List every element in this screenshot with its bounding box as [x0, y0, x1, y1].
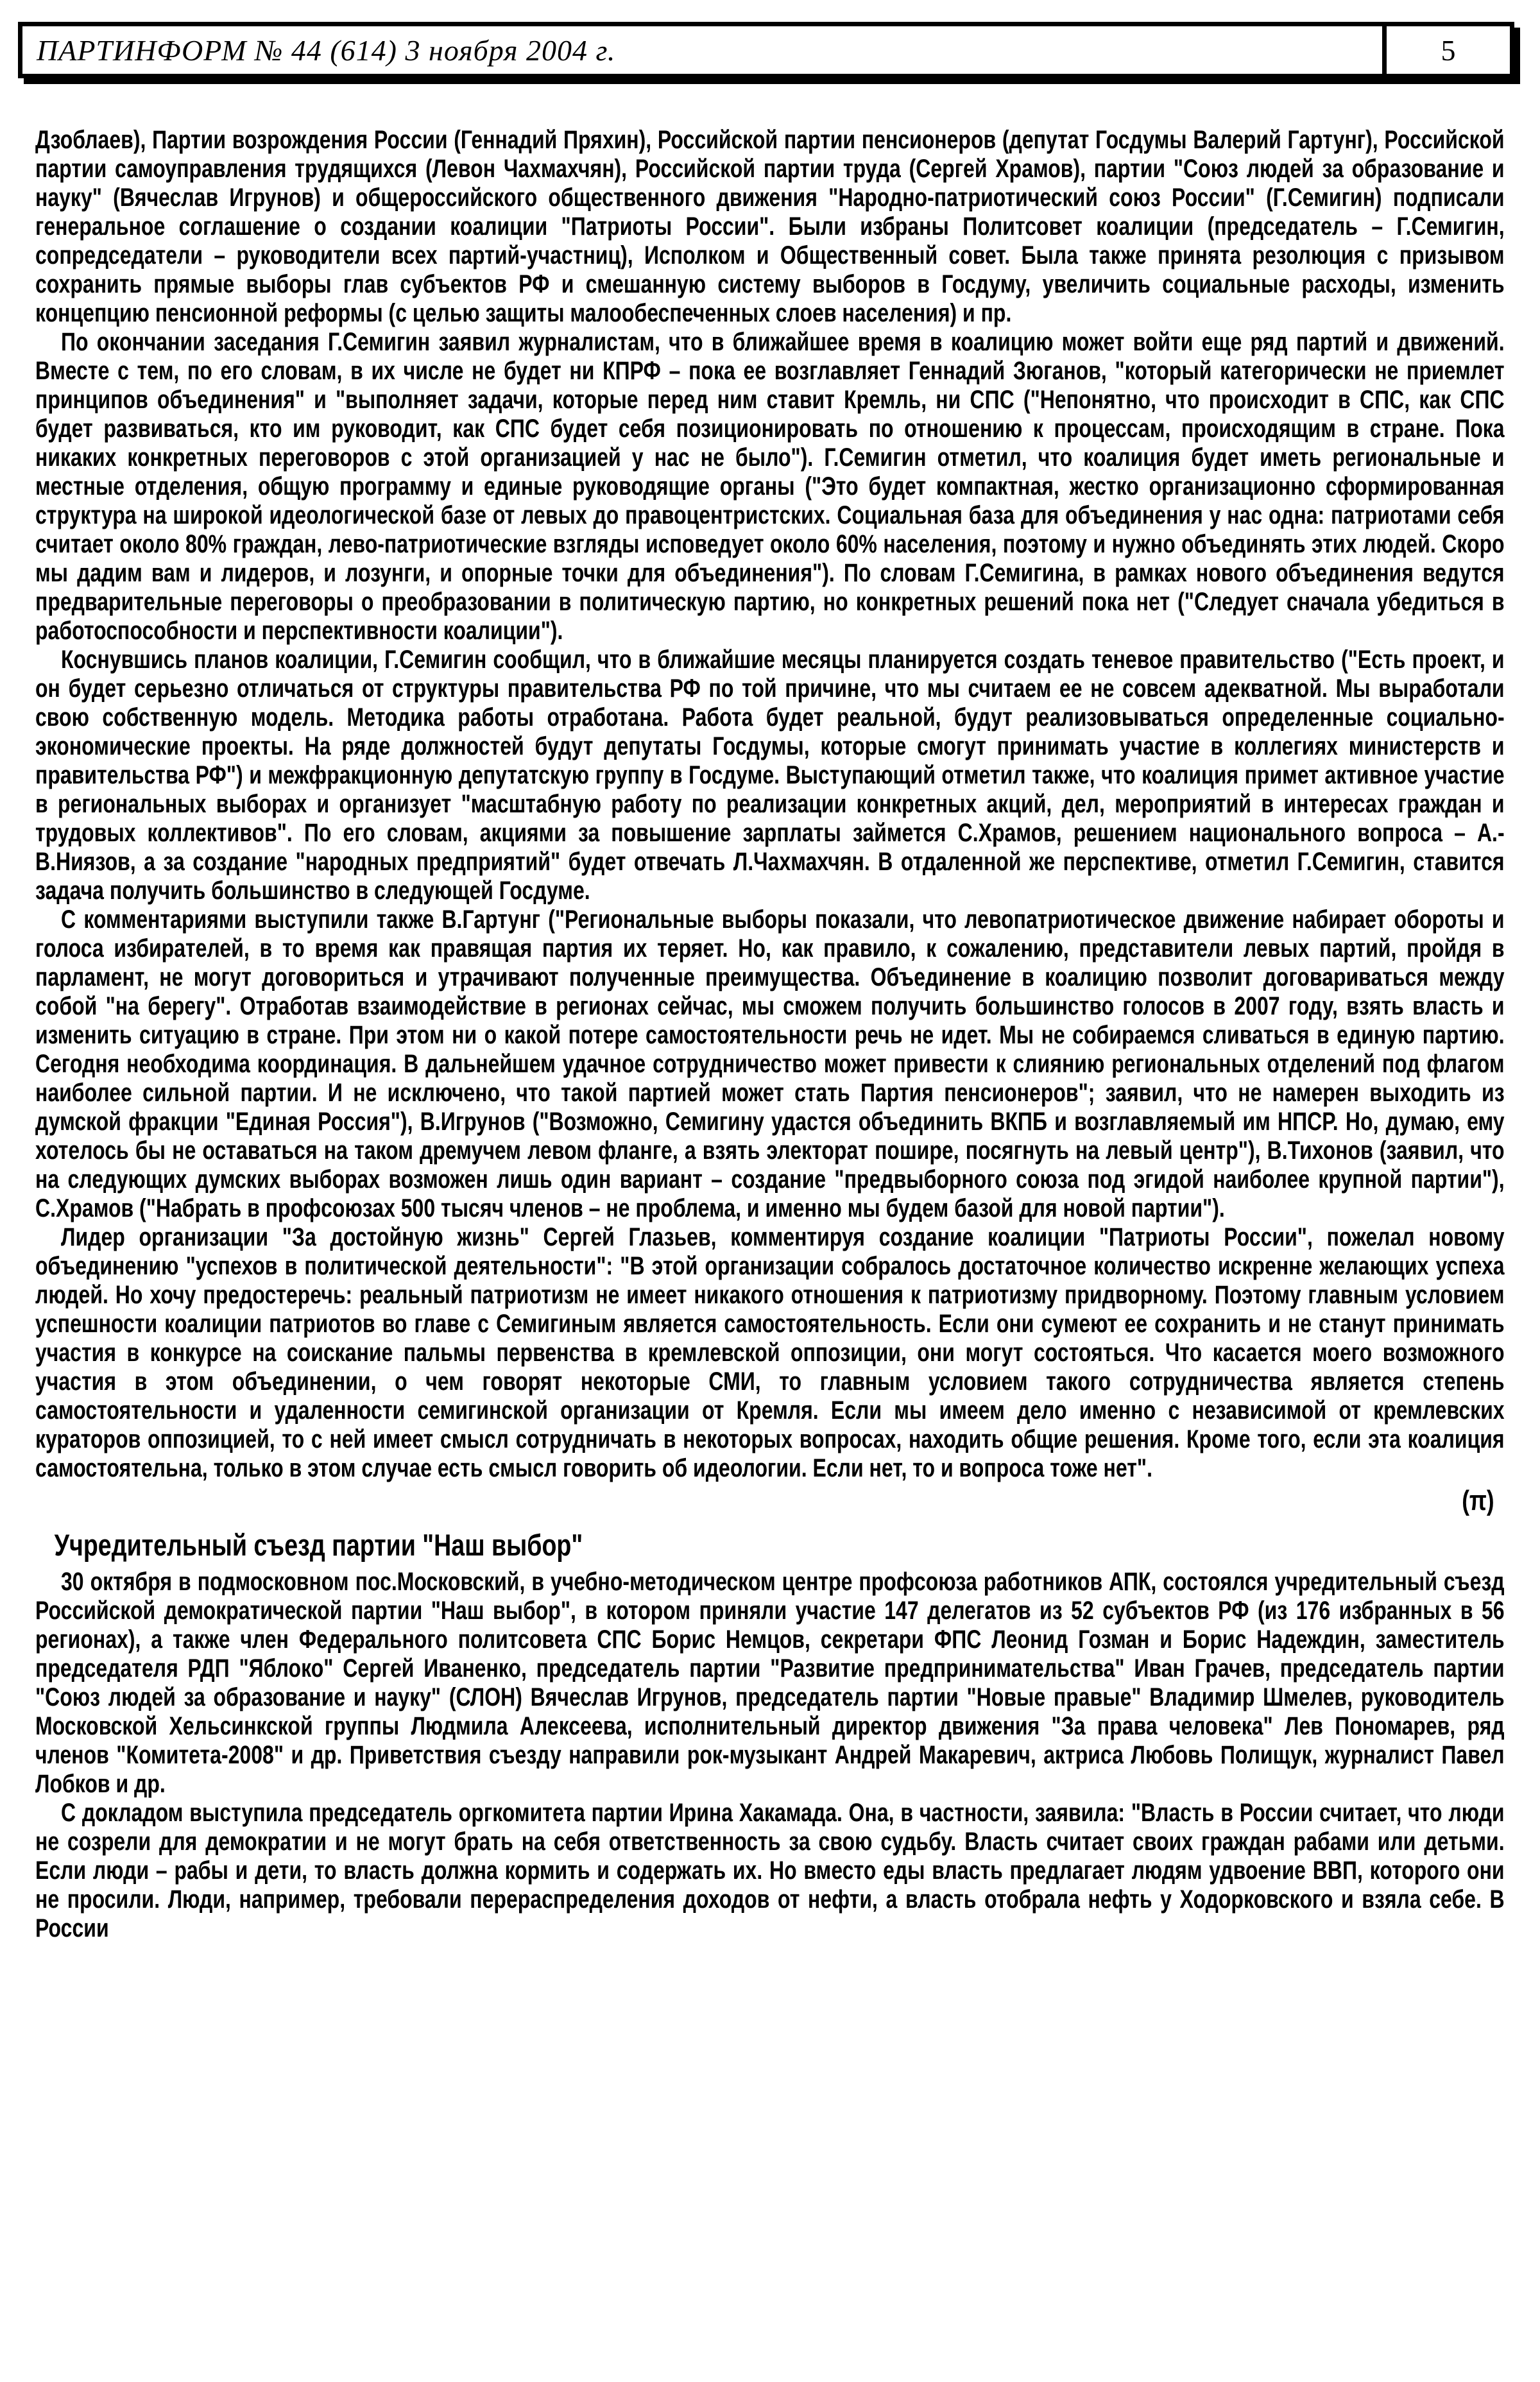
congress-paragraph-khakamada: С докладом выступила председатель оргкомитета партии Ирина Хакамада. Она, в частности, заявила: "Власть в России считает, что люди не созрели для демократии и не могут брать на себя ответственность за свою судьбу. Власть считает своих граждан рабами или детьми. Если люди – рабы и дети, то власть должна кормить и содержать их. Но вместо еды власть предлагает людям удвоение ВВП, которого они не просили. Люди, например, требовали перераспределения доходов от нефти, а власть отобрала нефть у Ходорковского и взяла себе. В России [35, 1799, 1505, 1942]
article-column [35, 126, 1505, 1943]
coalition-paragraph-continuation: Дзоблаев), Партии возрождения России (Геннадий Пряхин), Российской партии пенсионеров (депутат Госдумы Валерий Гартунг), Российской партии самоуправления трудящихся (Левон Чахмахчян), Российской партии труда (Сергей Храмов), партии "Союз людей за образование и науку" (Вячеслав Игрунов) и общероссийского общественного движения "Народно-патриотический союз России" (Г.Семигин) подписали генеральное соглашение о создании коалиции "Патриоты России". Были избраны Политсовет коалиции (председатель – Г.Семигин, сопредседатели – руководители всех партий-участниц), Исполком и Общественный совет. Была также принята резолюция с призывом сохранить прямые выборы глав субъектов РФ и смешанную систему выборов в Госдуму, увеличить социальные расходы, изменить концепцию пенсионной реформы (с целью защиты малообеспеченных слоев населения) и пр. [35, 126, 1505, 327]
pi-signature: (π) [1462, 1485, 1494, 1516]
congress-paragraph-opening: 30 октября в подмосковном пос.Московский, в учебно-методическом центре профсоюза работников АПК, состоялся учредительный съезд Российской демократической партии "Наш выбор", в котором приняли участие 147 делегатов из 52 субъектов РФ (из 176 избранных в 56 регионах), а также член Федерального политсовета СПС Борис Немцов, секретари ФПС Леонид Гозман и Борис Надеждин, заместитель председателя РДП "Яблоко" Сергей Иваненко, председатель партии "Развитие предпринимательства" Иван Грачев, председатель партии "Союз людей за образование и науку" (СЛОН) Вячеслав Игрунов, председатель партии "Новые правые" Владимир Шмелев, руководитель Московской Хельсинкской группы Людмила Алексеева, исполнительный директор движения "За права человека" Лев Пономарев, ряд членов "Комитета-2008" и др. Приветствия съезду направили рок-музыкант Андрей Макаревич, актриса Любовь Полищук, журналист Павел Лобков и др. [35, 1568, 1505, 1798]
page-header [18, 22, 1514, 78]
coalition-paragraph-semigin-statement: По окончании заседания Г.Семигин заявил журналистам, что в ближайшее время в коалицию может войти еще ряд партий и движений. Вместе с тем, по его словам, в их числе не будет ни КПРФ – пока ее возглавляет Геннадий Зюганов, "который категорически не приемлет принципов объединения" и "выполняет задачи, которые перед ним ставит Кремль, ни СПС ("Непонятно, что происходит в СПС, как СПС будет развиваться, кто им руководит, как СПС будет себя позиционировать по отношению к процессам, происходящим в стране. Пока никаких конкретных переговоров с этой организацией у нас не было"). Г.Семигин отметил, что коалиция будет иметь региональные и местные отделения, общую программу и единые руководящие органы ("Это будет компактная, жестко организационно сформированная структура на широкой идеологической базе от левых до правоцентристских. Социальная база для объединения у нас одна: патриотами себя считает около 80% граждан, лево-патриотические взгляды исповедует около 60% населения, поэтому и нужно объединять этих людей. Скоро мы дадим вам и лидеров, и лозунги, и опорные точки для объединения"). По словам Г.Семигина, в рамках нового объединения ведутся предварительные переговоры о преобразовании в политическую партию, но конкретных решений пока нет ("Следует сначала убедиться в работоспособности и перспективности коалиции"). [35, 328, 1505, 645]
coalition-paragraph-plans: Коснувшись планов коалиции, Г.Семигин сообщил, что в ближайшие месяцы планируется создать теневое правительство ("Есть проект, и он будет серьезно отличаться от структуры правительства РФ по той причине, что мы считаем ее не совсем адекватной. Мы выработали свою собственную модель. Методика работы отработана. Работа будет реальной, будут реализовываться определенные социально-экономические проекты. На ряде должностей будут депутаты Госдумы, которые смогут принимать участие в коллегиях министерств и правительства РФ") и межфракционную депутатскую группу в Госдуме. Выступающий отметил также, что коалиция примет активное участие в региональных выборах и организует "масштабную работу по реализации конкретных акций, дел, мероприятий в интересах граждан и трудовых коллективов". По его словам, акциями за повышение зарплаты займется С.Храмов, решением национального вопроса – А.-В.Ниязов, а за создание "народных предприятий" будет отвечать Л.Чахмахчян. В отдаленной же перспективе, отметил Г.Семигин, ставится задача получить большинство в следующей Госдуме. [35, 646, 1505, 905]
page-number: 5 [1382, 26, 1510, 74]
coalition-paragraph-glazyev: Лидер организации "За достойную жизнь" Сергей Глазьев, комментируя создание коалиции "Патриоты России", пожелал новому объединению "успехов в политической деятельности": "В этой организации собралось достаточное количество искренне желающих успеха людей. Но хочу предостеречь: реальный патриотизм не имеет никакого отношения к патриотизму придворному. Поэтому главным условием успешности коалиции патриотов во главе с Семигиным является самостоятельность. Если они сумеют ее сохранить и не станут принимать участия в конкурсе на соискание пальмы первенства в кремлевской оппозиции, они могут состояться. Что касается моего возможного участия в этом объединении, о чем говорят некоторые СМИ, то главным условием такого сотрудничества является степень самостоятельности и удаленности семигинской организации от Кремля. Если мы имеем дело именно с независимой от кремлевских кураторов оппозицией, то с ней имеет смысл сотрудничать в некоторых вопросах, находить общие решения. Кроме того, если эта коалиция самостоятельна, только в этом случае есть смысл говорить об идеологии. Если нет, то и вопроса тоже нет". [35, 1223, 1505, 1482]
newsletter-title: ПАРТИНФОРМ № 44 (614) 3 ноября 2004 г. [37, 33, 616, 67]
coalition-paragraph-comments: С комментариями выступили также В.Гартунг ("Региональные выборы показали, что левопатриотическое движение набирает обороты и голоса избирателей, в то время как правящая партия их теряет. Но, как правило, к сожалению, представители левых партий, пройдя в парламент, не могут договориться и утрачивают полученные преимущества. Объединение в коалицию позволит договариваться между собой "на берегу". Отработав взаимодействие в регионах сейчас, мы сможем получить большинство голосов в 2007 году, взять власть и изменить ситуацию в стране. При этом ни о какой потере самостоятельности речь не идет. Мы не собираемся сливаться в единую партию. Сегодня необходима координация. В дальнейшем удачное сотрудничество может привести к слиянию региональных отделений под флагом наиболее сильной партии. И не исключено, что такой партией может стать Партия пенсионеров"; заявил, что не намерен выходить из думской фракции "Единая Россия"), В.Игрунов ("Возможно, Семигину удастся объединить ВКПБ и возглавляемый им НПСР. Но, думаю, ему хотелось бы не оставаться на таком дремучем левом фланге, а взять электорат пошире, посягнуть на левый центр"), В.Тихонов (заявил, что на следующих думских выборах возможен лишь один вариант – создание "предвыборного союза под эгидой наиболее крупной партии"), С.Храмов ("Набрать в профсоюзах 500 тысяч членов – не проблема, и именно мы будем базой для новой партии"). [35, 905, 1505, 1222]
article-heading-congress: Учредительный съезд партии "Наш выбор" [54, 1528, 583, 1562]
